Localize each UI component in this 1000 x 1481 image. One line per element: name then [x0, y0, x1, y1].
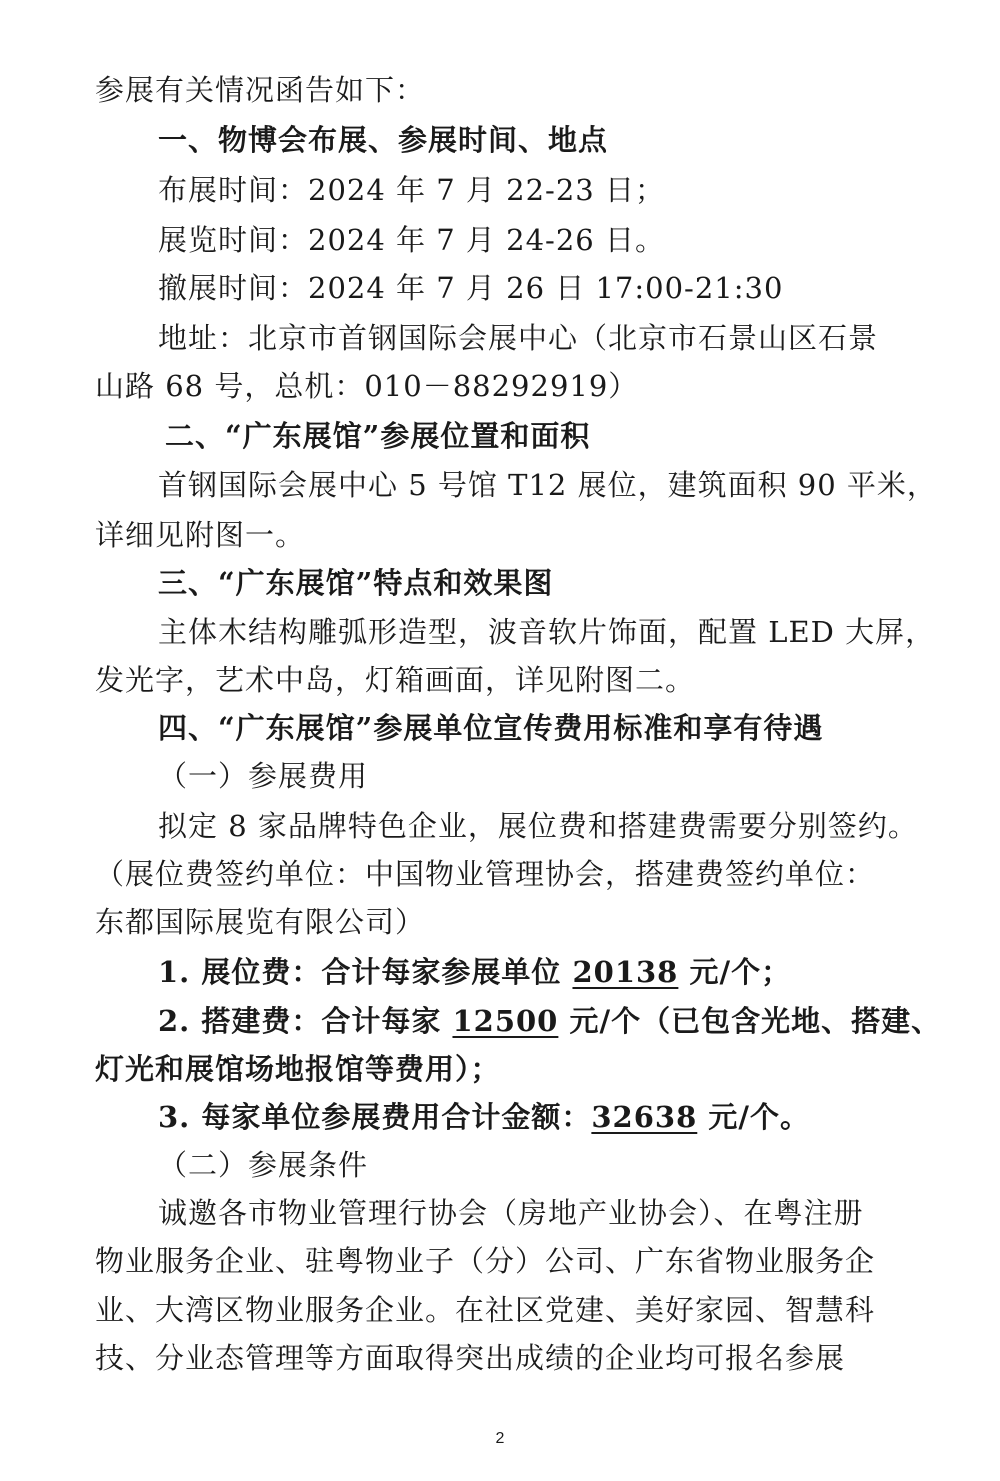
section-3-heading: 三、“广东展馆”特点和效果图: [158, 566, 554, 600]
total-fee-amount: 32638: [591, 1100, 698, 1134]
teardown-time: 撤展时间：2024 年 7 月 26 日 17:00-21:30: [158, 271, 784, 305]
build-fee-amount: 12500: [452, 1004, 559, 1038]
conditions-line-1: 诚邀各市物业管理行协会（房地产业协会）、在粤注册: [158, 1196, 864, 1230]
fees-paragraph-line-2: （展位费签约单位：中国物业管理协会，搭建费签约单位：: [95, 857, 876, 891]
build-fee-unit: 元/个（已包含光地、搭建、: [558, 1004, 942, 1038]
address-line-2: 山路 68 号，总机：010－88292919）: [95, 369, 639, 403]
conditions-line-3: 业、大湾区物业服务企业。在社区党建、美好家园、智慧科: [95, 1293, 876, 1327]
fees-paragraph-line-1: 拟定 8 家品牌特色企业，展位费和搭建费需要分别签约。: [158, 809, 918, 843]
section-3-line-1: 主体木结构雕弧形造型，波音软片饰面，配置 LED 大屏，: [158, 615, 936, 649]
address-line-1: 地址：北京市首钢国际会展中心（北京市石景山区石景: [158, 321, 879, 355]
total-fee-line: [158, 1097, 810, 1137]
booth-fee-label: 1. 展位费：合计每家参展单位: [158, 955, 573, 989]
total-fee-label: 3. 每家单位参展费用合计金额：: [158, 1100, 592, 1134]
booth-fee-unit: 元/个；: [678, 955, 792, 989]
build-fee-line: [158, 1001, 941, 1041]
setup-time: 布展时间：2024 年 7 月 22-23 日；: [158, 173, 665, 207]
intro-line: 参展有关情况函告如下：: [95, 73, 426, 107]
page-number: 2: [495, 1430, 505, 1447]
build-fee-label: 2. 搭建费：合计每家: [158, 1004, 453, 1038]
section-4-heading: 四、“广东展馆”参展单位宣传费用标准和享有待遇: [158, 711, 824, 745]
fees-paragraph-line-3: 东都国际展览有限公司）: [95, 905, 426, 939]
conditions-line-4: 技、分业态管理等方面取得突出成绩的企业均可报名参展: [95, 1341, 846, 1375]
build-fee-line-2: 灯光和展馆场地报馆等费用）；: [95, 1052, 501, 1086]
total-fee-unit: 元/个。: [697, 1100, 810, 1134]
subsection-1-heading: （一）参展费用: [158, 759, 369, 793]
section-2-heading: 二、“广东展馆”参展位置和面积: [165, 419, 591, 453]
booth-fee-amount: 20138: [572, 955, 679, 989]
section-2-line-2: 详细见附图一。: [95, 518, 306, 552]
booth-fee-line: [158, 952, 791, 992]
section-1-heading: 一、物博会布展、参展时间、地点: [158, 123, 609, 157]
section-2-line-1: 首钢国际会展中心 5 号馆 T12 展位，建筑面积 90 平米，: [158, 468, 937, 502]
exhibit-time: 展览时间：2024 年 7 月 24-26 日。: [158, 223, 665, 257]
section-3-line-2: 发光字，艺术中岛，灯箱画面，详见附图二。: [95, 663, 696, 697]
conditions-line-2: 物业服务企业、驻粤物业子（分）公司、广东省物业服务企: [95, 1244, 876, 1278]
subsection-2-heading: （二）参展条件: [158, 1148, 369, 1182]
